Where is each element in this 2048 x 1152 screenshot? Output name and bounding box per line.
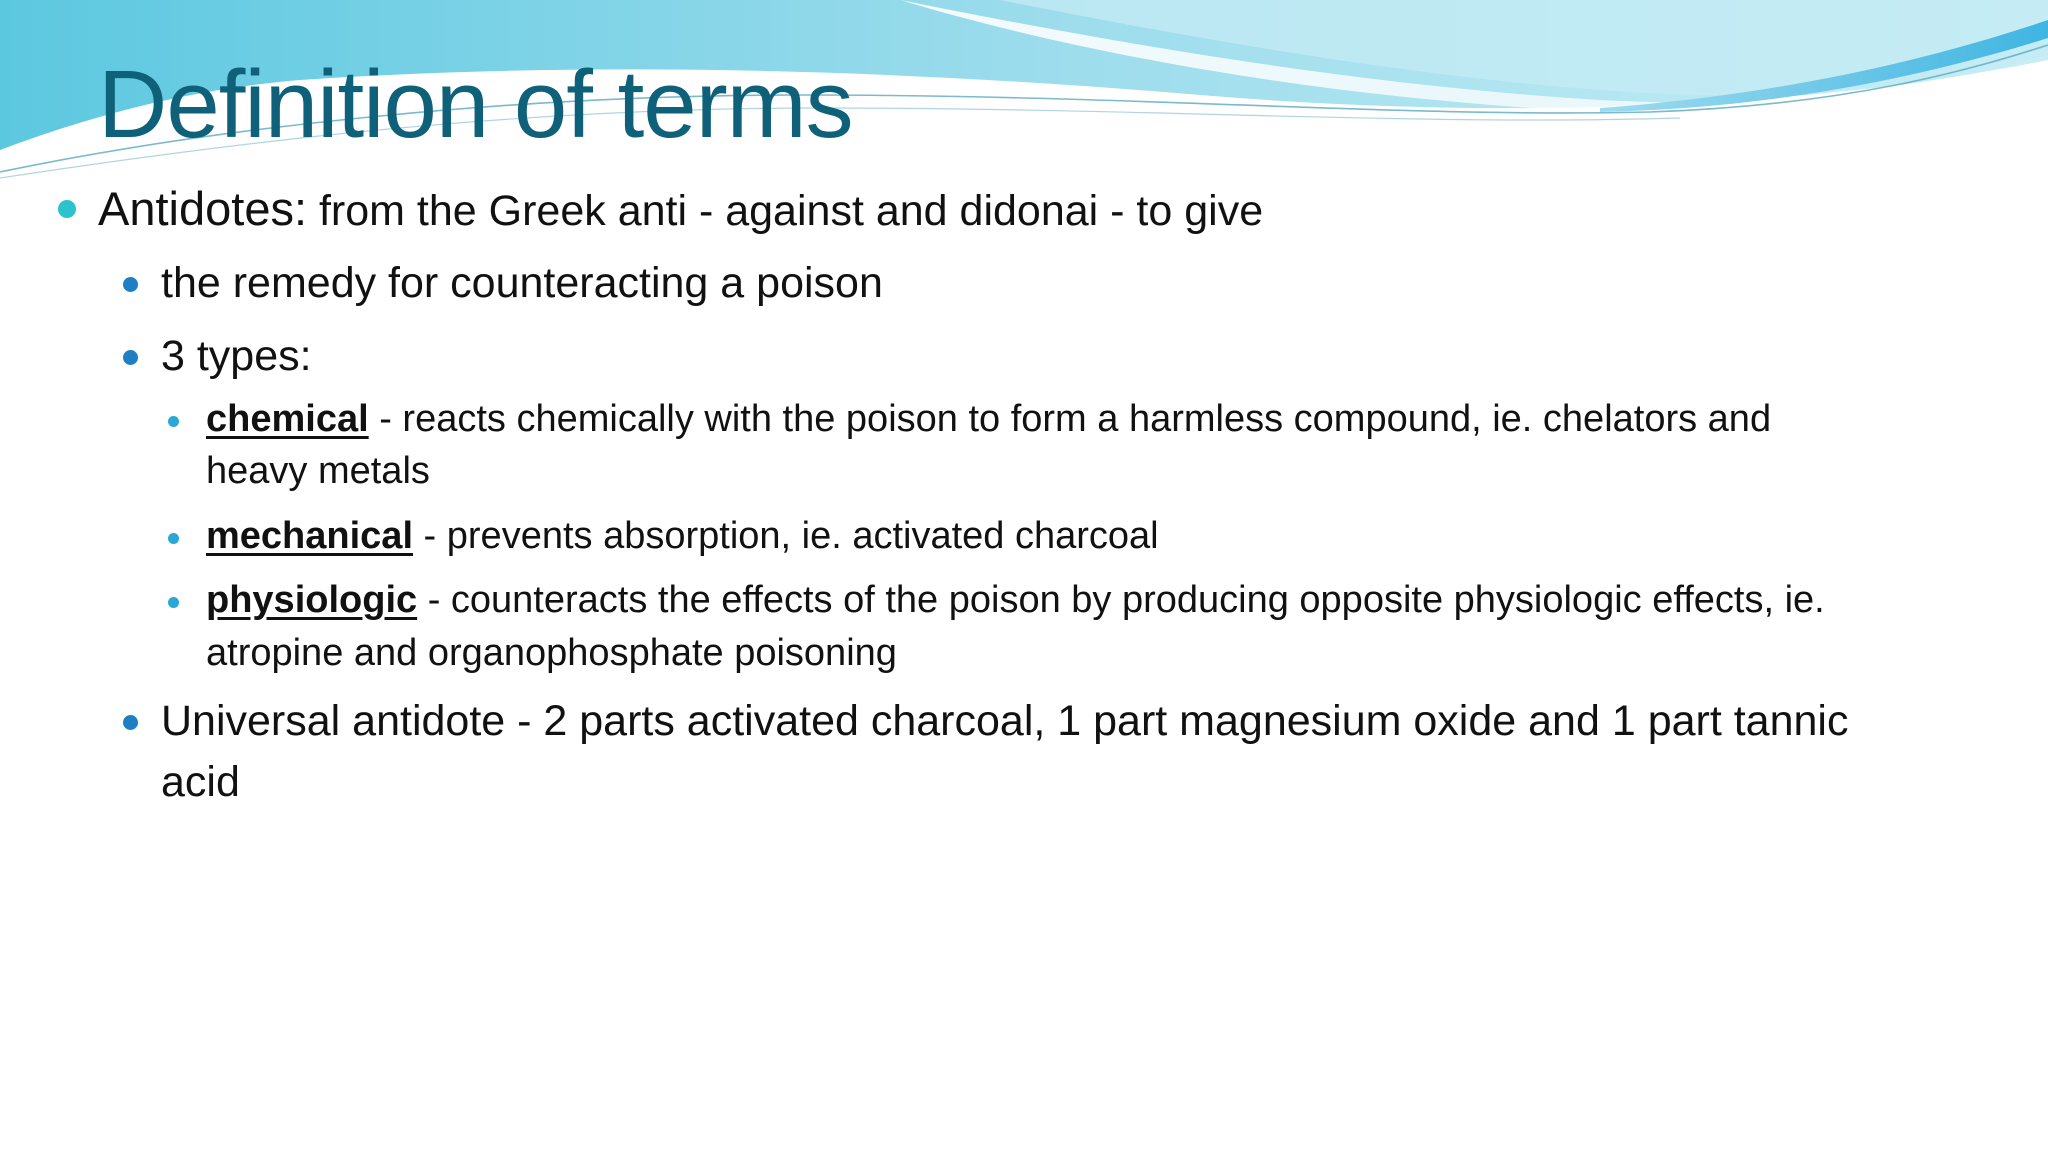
antidotes-definition bbox=[98, 184, 1263, 235]
type-term: physiologic bbox=[206, 579, 418, 622]
antidotes-etymology: from the Greek anti - against and didonai - to give bbox=[307, 187, 1264, 235]
bullet-antidotes bbox=[98, 180, 2048, 813]
universal-antidote-text: Universal antidote - 2 parts activated charcoal, 1 part magnesium oxide and 1 part tannic acid bbox=[161, 697, 1849, 807]
remedy-text: the remedy for counteracting a poison bbox=[161, 258, 883, 307]
type-description: - prevents absorption, ie. activated charcoal bbox=[413, 514, 1159, 557]
bullet-dot-icon bbox=[58, 200, 76, 218]
type-term: chemical bbox=[206, 397, 369, 440]
types-heading: 3 types: bbox=[161, 331, 312, 380]
bullet-list-level1 bbox=[0, 180, 2048, 813]
bullet-dot-icon bbox=[168, 533, 179, 544]
antidotes-lead: Antidotes: bbox=[98, 182, 308, 235]
bullet-type-mechanical bbox=[206, 510, 1846, 562]
bullet-dot-icon bbox=[123, 350, 138, 365]
bullet-type-chemical bbox=[206, 393, 1846, 498]
bullet-list-level3 bbox=[206, 393, 1861, 679]
slide-content bbox=[0, 180, 2048, 825]
bullet-dot-icon bbox=[168, 597, 179, 608]
bullet-dot-icon bbox=[168, 416, 179, 427]
type-description: - counteracts the effects of the poison by producing opposite physiologic effects, ie. atropine and organophosphate poisoning bbox=[206, 579, 1825, 674]
type-term: mechanical bbox=[206, 514, 413, 557]
bullet-dot-icon bbox=[123, 277, 138, 292]
slide-title: Definition of terms bbox=[98, 51, 853, 158]
type-description: - reacts chemically with the poison to form a harmless compound, ie. chelators and heavy metals bbox=[206, 397, 1772, 493]
bullet-type-physiologic bbox=[206, 574, 1846, 679]
bullet-universal-antidote bbox=[161, 691, 1861, 813]
bullet-list-level2 bbox=[161, 253, 2048, 813]
bullet-types bbox=[161, 326, 1861, 679]
bullet-remedy bbox=[161, 253, 1861, 314]
bullet-dot-icon bbox=[123, 715, 138, 730]
